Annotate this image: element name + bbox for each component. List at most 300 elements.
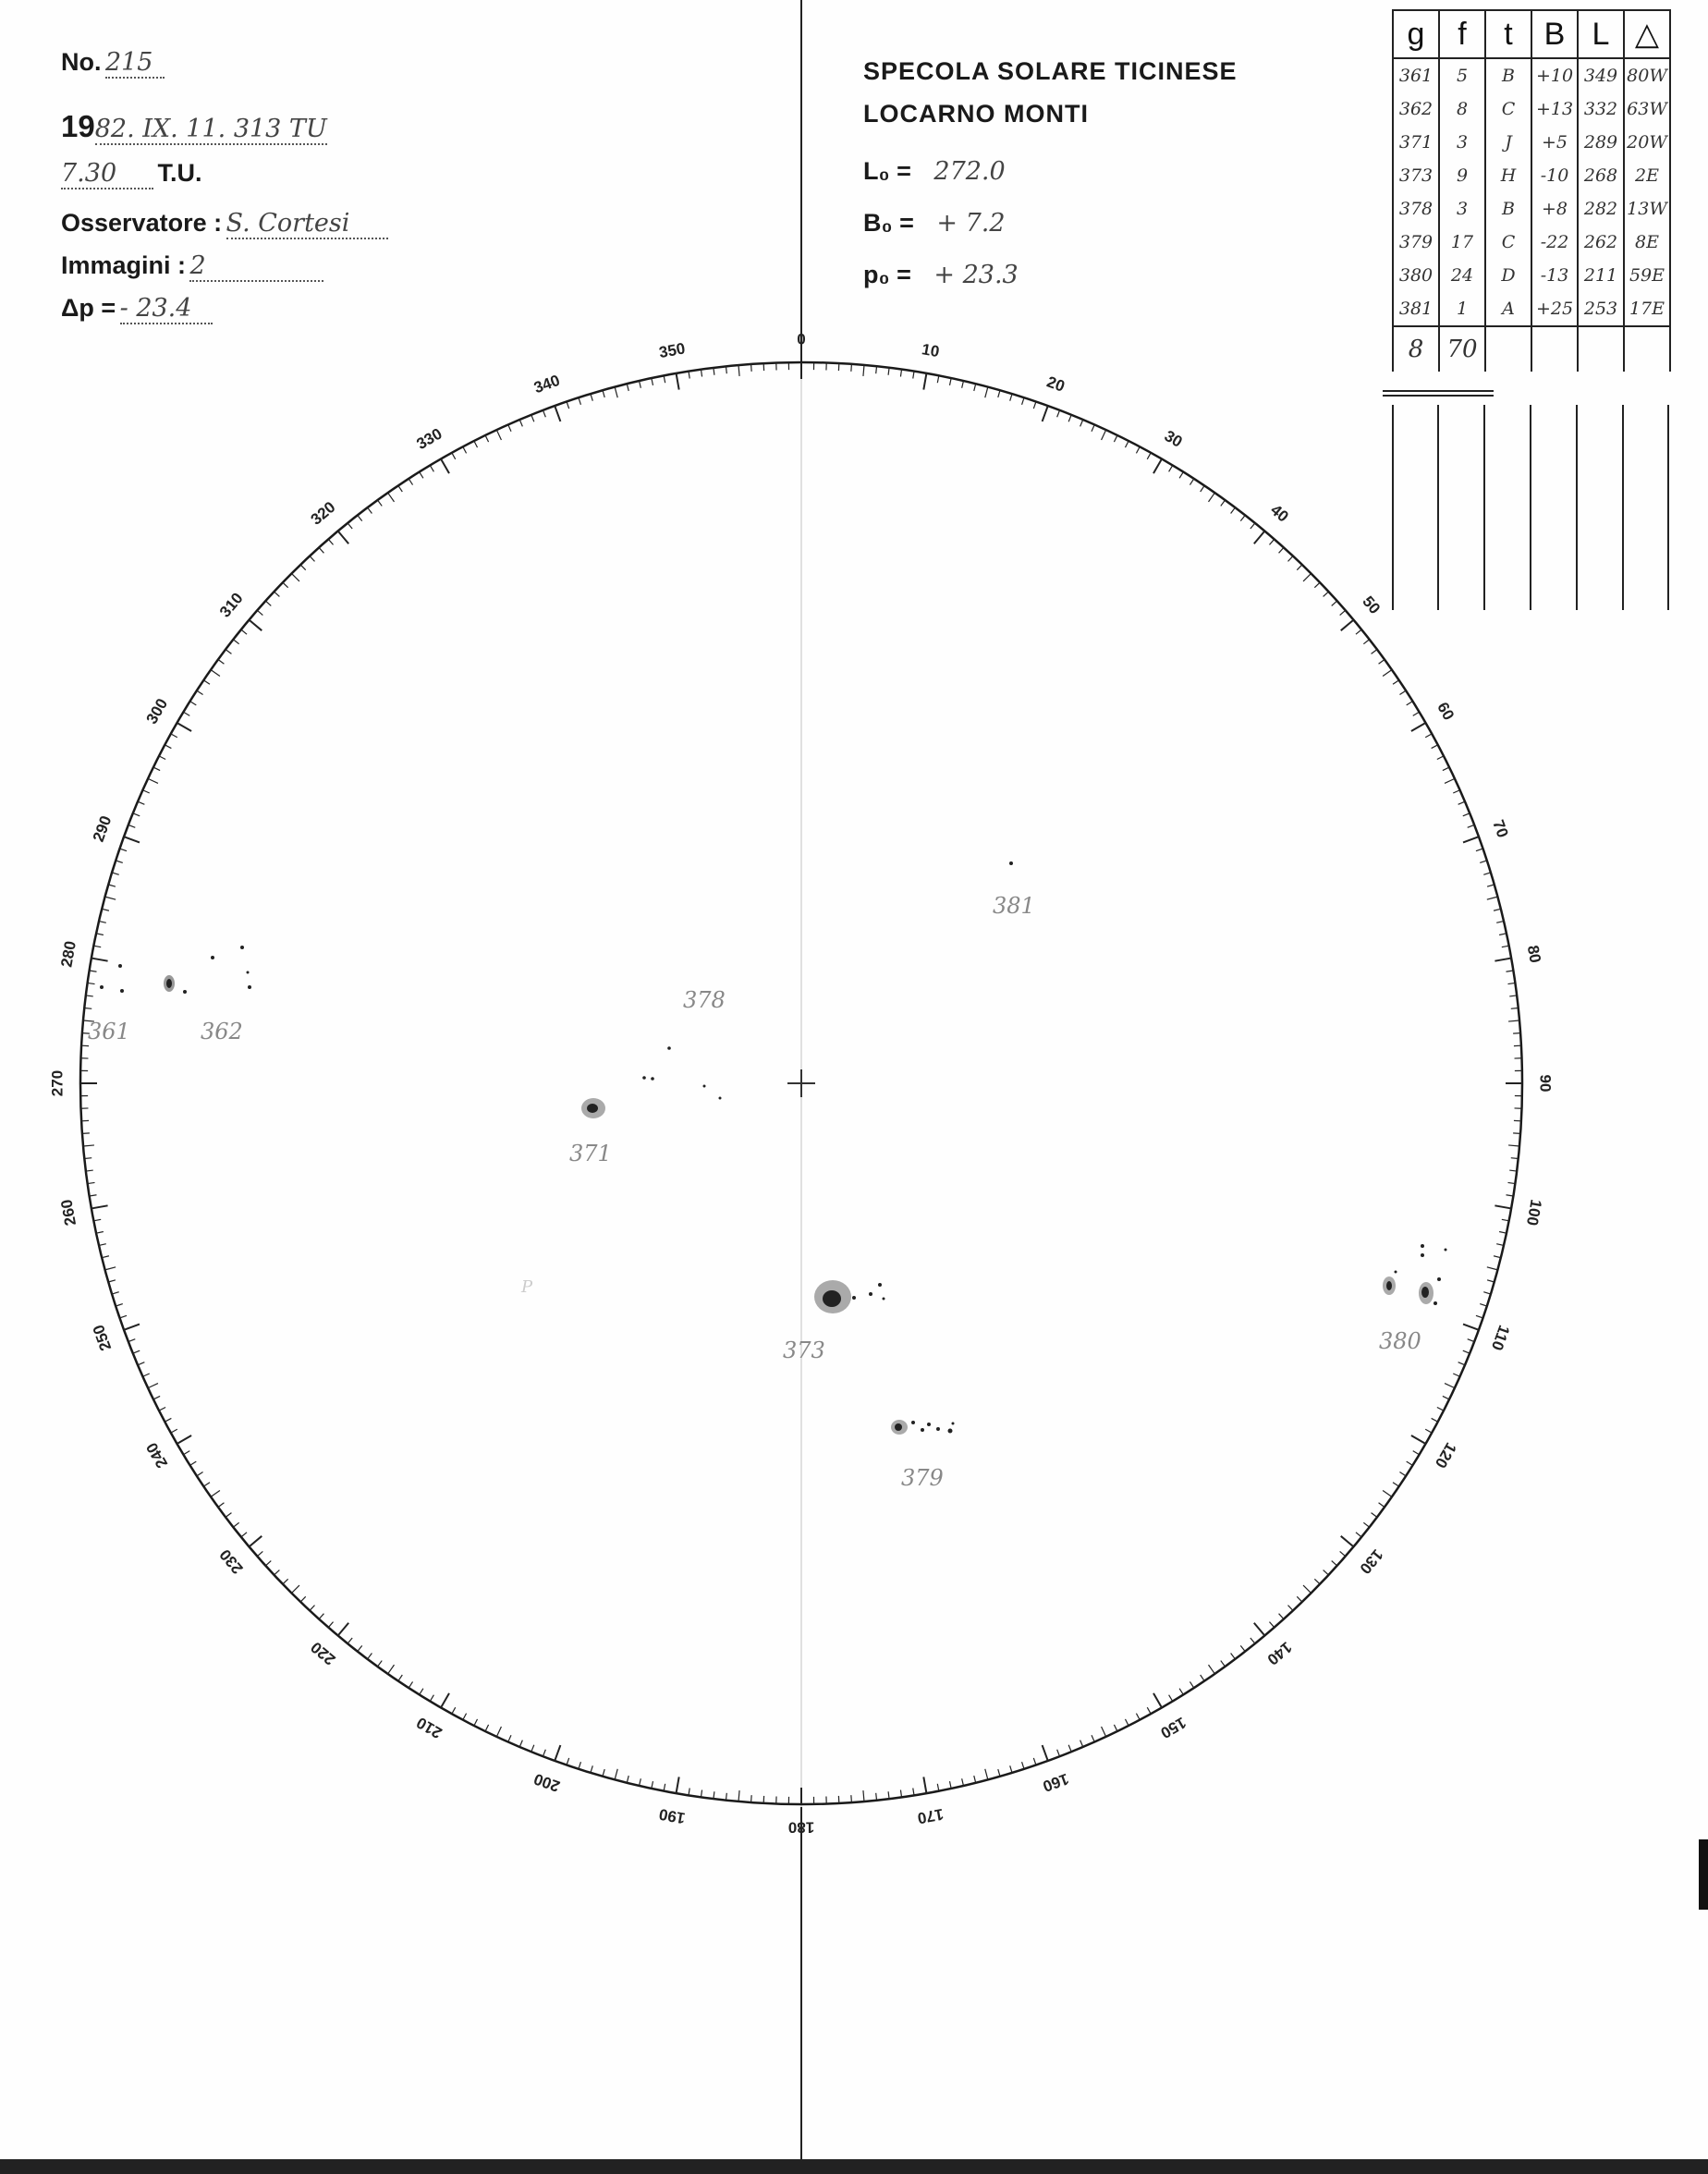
tick-mark bbox=[851, 364, 852, 372]
tick-mark bbox=[1463, 1325, 1479, 1330]
tick-mark bbox=[1399, 1472, 1406, 1475]
tick-mark bbox=[1411, 1435, 1426, 1444]
tick-mark bbox=[1201, 1675, 1204, 1681]
tick-mark bbox=[265, 1561, 271, 1566]
tick-mark bbox=[203, 1483, 210, 1486]
total-groups: 8 bbox=[1393, 326, 1439, 372]
tick-mark bbox=[1476, 849, 1483, 851]
angle-label-100: 100 bbox=[1522, 1198, 1545, 1227]
tick-mark bbox=[1332, 1561, 1337, 1566]
tick-mark bbox=[430, 465, 433, 471]
angle-label-130: 130 bbox=[1356, 1545, 1387, 1578]
tick-mark bbox=[211, 670, 220, 677]
tick-mark bbox=[1201, 485, 1204, 492]
angle-label-350: 350 bbox=[657, 339, 687, 362]
tick-mark bbox=[1507, 1182, 1515, 1183]
tick-mark bbox=[974, 384, 976, 391]
tick-mark bbox=[1250, 1638, 1255, 1643]
l0-label: L₀ = bbox=[863, 157, 911, 185]
cell: 80W bbox=[1624, 58, 1670, 92]
tick-mark bbox=[409, 479, 412, 485]
cell: +5 bbox=[1531, 126, 1578, 159]
tick-mark bbox=[378, 1661, 383, 1667]
col-header-delta: △ bbox=[1624, 10, 1670, 58]
tick-mark bbox=[88, 1182, 95, 1183]
tick-mark bbox=[913, 1788, 914, 1795]
tick-mark bbox=[203, 680, 210, 684]
tick-mark bbox=[937, 1784, 939, 1791]
tick-mark bbox=[142, 1374, 149, 1376]
angle-label-10: 10 bbox=[920, 340, 941, 361]
tick-mark bbox=[108, 1280, 116, 1282]
tick-mark bbox=[165, 1418, 171, 1422]
col-header-L: L bbox=[1578, 10, 1624, 58]
tick-mark bbox=[310, 556, 314, 562]
cell: +10 bbox=[1531, 58, 1578, 92]
cell: 3 bbox=[1439, 192, 1485, 226]
tick-mark bbox=[83, 1145, 94, 1146]
cell: 373 bbox=[1393, 159, 1439, 192]
tick-mark bbox=[1297, 565, 1302, 570]
tick-mark bbox=[1399, 690, 1406, 694]
group-381-spots bbox=[1009, 861, 1013, 865]
tick-mark bbox=[1437, 756, 1444, 760]
tick-mark bbox=[640, 1778, 641, 1786]
tick-mark bbox=[310, 1606, 314, 1611]
group-379-spots bbox=[891, 1420, 955, 1435]
cell: J bbox=[1485, 126, 1531, 159]
cell: 3 bbox=[1439, 126, 1485, 159]
angle-label-60: 60 bbox=[1434, 699, 1458, 724]
tick-mark bbox=[142, 790, 149, 793]
cell: 24 bbox=[1439, 259, 1485, 292]
tick-mark bbox=[1363, 640, 1369, 644]
time-value: 7.30 bbox=[61, 159, 153, 189]
tick-mark bbox=[148, 778, 158, 783]
tick-mark bbox=[485, 435, 489, 442]
tick-mark bbox=[1269, 1622, 1274, 1628]
group-label-361: 361 bbox=[88, 1019, 130, 1044]
tick-mark bbox=[950, 1781, 952, 1789]
tick-mark bbox=[1509, 995, 1517, 996]
cell: C bbox=[1485, 226, 1531, 259]
tick-mark bbox=[1379, 660, 1385, 665]
tick-mark bbox=[338, 531, 349, 544]
tick-mark bbox=[128, 1339, 135, 1342]
tick-mark bbox=[1443, 1396, 1449, 1399]
tick-mark bbox=[249, 1536, 262, 1547]
cell: +25 bbox=[1531, 292, 1578, 326]
angle-label-310: 310 bbox=[215, 589, 247, 621]
tick-mark bbox=[226, 650, 231, 654]
tick-mark bbox=[116, 861, 123, 862]
tick-mark bbox=[591, 394, 592, 401]
cell: 361 bbox=[1393, 58, 1439, 92]
tick-mark bbox=[1125, 441, 1128, 447]
tick-mark bbox=[249, 620, 262, 631]
tick-mark bbox=[86, 1170, 93, 1171]
tick-mark bbox=[1269, 539, 1274, 544]
tick-mark bbox=[1372, 650, 1377, 654]
tick-mark bbox=[664, 375, 665, 383]
tick-mark bbox=[627, 384, 628, 391]
group-371-spots bbox=[581, 1098, 605, 1118]
tick-mark bbox=[1102, 430, 1106, 440]
tick-mark bbox=[241, 1533, 247, 1537]
tick-mark bbox=[1432, 745, 1438, 749]
cell: 362 bbox=[1393, 92, 1439, 126]
tick-mark bbox=[86, 995, 93, 996]
group-373-spots bbox=[814, 1280, 885, 1313]
angle-label-260: 260 bbox=[57, 1198, 80, 1227]
p0-label: p₀ = bbox=[863, 261, 911, 288]
angle-label-190: 190 bbox=[657, 1804, 687, 1827]
tick-mark bbox=[283, 582, 288, 588]
cell: 17 bbox=[1439, 226, 1485, 259]
tick-mark bbox=[388, 493, 395, 502]
tick-mark bbox=[1509, 1170, 1517, 1171]
angle-label-220: 220 bbox=[307, 1638, 339, 1669]
tick-mark bbox=[153, 1396, 160, 1399]
angle-label-110: 110 bbox=[1487, 1323, 1514, 1353]
b0-value: + 7.2 bbox=[936, 209, 1006, 238]
angle-label-320: 320 bbox=[307, 497, 339, 529]
tick-mark bbox=[485, 1725, 489, 1731]
tick-mark bbox=[1476, 1315, 1483, 1318]
cell: 371 bbox=[1393, 126, 1439, 159]
angle-label-150: 150 bbox=[1157, 1713, 1190, 1742]
tick-mark bbox=[265, 601, 271, 605]
tick-mark bbox=[998, 390, 1000, 397]
l0-value: 272.0 bbox=[933, 157, 1006, 186]
tick-mark bbox=[1341, 1536, 1354, 1547]
tick-mark bbox=[99, 922, 106, 923]
tick-mark bbox=[1508, 1145, 1519, 1146]
group-label-380: 380 bbox=[1379, 1328, 1421, 1354]
tick-mark bbox=[1407, 702, 1413, 705]
angle-label-230: 230 bbox=[215, 1545, 247, 1578]
angle-label-40: 40 bbox=[1267, 500, 1292, 526]
tick-mark bbox=[677, 1777, 679, 1793]
tick-mark bbox=[1483, 873, 1491, 874]
tick-mark bbox=[1407, 1461, 1413, 1465]
tick-mark bbox=[652, 378, 653, 385]
angle-label-330: 330 bbox=[413, 424, 445, 454]
cell: 17E bbox=[1624, 292, 1670, 326]
tick-mark bbox=[1250, 523, 1255, 529]
tick-mark bbox=[218, 1503, 224, 1508]
cell: B bbox=[1485, 58, 1531, 92]
cell: A bbox=[1485, 292, 1531, 326]
tick-mark bbox=[519, 1740, 522, 1747]
angle-label-280: 280 bbox=[57, 939, 80, 969]
angle-label-250: 250 bbox=[89, 1322, 116, 1353]
tick-mark bbox=[1445, 1384, 1455, 1388]
tick-mark bbox=[124, 1325, 140, 1330]
tick-mark bbox=[1314, 582, 1320, 588]
tick-mark bbox=[1240, 1645, 1245, 1651]
tick-mark bbox=[1468, 824, 1474, 827]
cell: 262 bbox=[1578, 226, 1624, 259]
tick-mark bbox=[1458, 801, 1465, 804]
tick-mark bbox=[652, 1781, 653, 1789]
tick-mark bbox=[197, 690, 203, 694]
tick-mark bbox=[1324, 1570, 1329, 1575]
tick-mark bbox=[102, 1256, 109, 1258]
tick-mark bbox=[701, 370, 702, 377]
tick-mark bbox=[1487, 1280, 1494, 1282]
tick-mark bbox=[677, 373, 679, 390]
tick-mark bbox=[913, 372, 914, 379]
tick-mark bbox=[452, 1707, 456, 1714]
tick-mark bbox=[105, 1267, 116, 1270]
cell: C bbox=[1485, 92, 1531, 126]
time-unit: T.U. bbox=[157, 159, 202, 187]
tick-mark bbox=[319, 547, 323, 553]
no-value: 215 bbox=[105, 48, 165, 79]
tick-mark bbox=[165, 745, 171, 749]
tick-mark bbox=[950, 378, 952, 385]
angle-label-170: 170 bbox=[916, 1804, 946, 1827]
tick-mark bbox=[1221, 1661, 1226, 1667]
tick-mark bbox=[190, 702, 197, 705]
tick-mark bbox=[241, 629, 247, 634]
tick-mark bbox=[531, 1745, 534, 1752]
tick-mark bbox=[1453, 790, 1459, 793]
tick-mark bbox=[962, 1778, 964, 1786]
tick-mark bbox=[1179, 1689, 1183, 1695]
tick-mark bbox=[1432, 1418, 1438, 1422]
tick-mark bbox=[1068, 1745, 1071, 1752]
tick-mark bbox=[1179, 472, 1183, 479]
tick-mark bbox=[1372, 1513, 1377, 1518]
tick-mark bbox=[291, 1585, 299, 1593]
tick-mark bbox=[579, 1762, 580, 1769]
tick-mark bbox=[92, 959, 108, 961]
tick-mark bbox=[1341, 620, 1354, 631]
tick-mark bbox=[1487, 885, 1494, 886]
tick-mark bbox=[1502, 946, 1509, 947]
tick-mark bbox=[92, 1205, 108, 1208]
group-label-371: 371 bbox=[569, 1141, 612, 1166]
tick-mark bbox=[328, 539, 333, 544]
tick-mark bbox=[274, 592, 280, 596]
angle-label-200: 200 bbox=[531, 1769, 563, 1796]
cell: 381 bbox=[1393, 292, 1439, 326]
tick-mark bbox=[1209, 493, 1215, 502]
tick-mark bbox=[1425, 734, 1432, 738]
observatory-line1: SPECOLA SOLARE TICINESE bbox=[863, 57, 1238, 85]
tick-mark bbox=[133, 1350, 140, 1353]
tick-mark bbox=[1010, 394, 1012, 401]
tick-mark bbox=[1445, 778, 1455, 783]
tick-mark bbox=[664, 1784, 665, 1791]
tick-mark bbox=[171, 734, 177, 738]
tick-mark bbox=[441, 459, 449, 474]
tick-mark bbox=[1231, 507, 1236, 513]
tick-mark bbox=[102, 909, 109, 910]
tick-mark bbox=[133, 813, 140, 816]
tick-mark bbox=[876, 1793, 877, 1801]
dp-label: Δp = bbox=[61, 294, 116, 322]
scan-edge-dark bbox=[1699, 1839, 1708, 1910]
observer-label: Osservatore : bbox=[61, 209, 223, 237]
tick-mark bbox=[555, 406, 560, 421]
tick-mark bbox=[300, 1596, 306, 1602]
tick-mark bbox=[409, 1681, 412, 1688]
tick-mark bbox=[291, 573, 299, 580]
tick-mark bbox=[190, 1461, 197, 1465]
tick-mark bbox=[985, 387, 988, 398]
tick-mark bbox=[1254, 1623, 1265, 1636]
tick-mark bbox=[1068, 415, 1071, 421]
tick-mark bbox=[508, 1735, 511, 1741]
cell: B bbox=[1485, 192, 1531, 226]
angle-label-270: 270 bbox=[48, 1069, 67, 1097]
tick-mark bbox=[368, 1654, 372, 1659]
cell: 378 bbox=[1393, 192, 1439, 226]
tick-mark bbox=[300, 565, 306, 570]
tick-mark bbox=[1443, 767, 1449, 771]
tick-mark bbox=[452, 453, 456, 459]
observatory-line2: LOCARNO MONTI bbox=[863, 100, 1089, 128]
tick-mark bbox=[751, 364, 752, 372]
cell: +13 bbox=[1531, 92, 1578, 126]
col-header-B: B bbox=[1531, 10, 1578, 58]
angle-label-20: 20 bbox=[1044, 373, 1068, 396]
tick-mark bbox=[863, 1790, 864, 1801]
tick-mark bbox=[543, 1750, 545, 1756]
cell: 8E bbox=[1624, 226, 1670, 259]
tick-mark bbox=[420, 472, 423, 479]
tick-mark bbox=[1254, 531, 1265, 544]
tick-mark bbox=[1033, 401, 1036, 409]
tick-mark bbox=[430, 1695, 433, 1702]
angle-label-140: 140 bbox=[1263, 1638, 1296, 1669]
tick-mark bbox=[218, 660, 224, 665]
tick-mark bbox=[923, 1777, 926, 1793]
cell: 1 bbox=[1439, 292, 1485, 326]
tick-mark bbox=[1487, 1267, 1498, 1270]
tick-mark bbox=[543, 410, 545, 417]
tick-mark bbox=[1125, 1719, 1128, 1726]
tick-mark bbox=[615, 387, 617, 398]
tick-mark bbox=[1494, 909, 1501, 910]
tick-mark bbox=[358, 515, 362, 520]
tick-mark bbox=[998, 1769, 1000, 1777]
tick-mark bbox=[1508, 1020, 1519, 1021]
tick-mark bbox=[388, 1665, 395, 1674]
tick-mark bbox=[937, 375, 939, 383]
tick-mark bbox=[1102, 1727, 1106, 1737]
cell: 63W bbox=[1624, 92, 1670, 126]
tick-mark bbox=[1494, 959, 1511, 961]
tick-mark bbox=[1496, 1244, 1504, 1246]
tick-mark bbox=[1340, 610, 1346, 615]
scan-edge-bottom bbox=[0, 2159, 1708, 2174]
group-label-381: 381 bbox=[993, 893, 1035, 919]
tick-mark bbox=[1463, 813, 1470, 816]
angle-label-340: 340 bbox=[531, 371, 563, 397]
tick-mark bbox=[1437, 1407, 1444, 1411]
dp-value: - 23.4 bbox=[120, 294, 213, 324]
tick-mark bbox=[211, 1491, 220, 1497]
cell: 8 bbox=[1439, 92, 1485, 126]
tick-mark bbox=[257, 1551, 262, 1556]
tick-mark bbox=[985, 1769, 988, 1780]
tick-mark bbox=[1022, 1762, 1024, 1769]
date-value: 82. IX. 11. 313 TU bbox=[94, 115, 327, 143]
tick-mark bbox=[328, 1622, 333, 1628]
tick-mark bbox=[138, 801, 144, 804]
tick-mark bbox=[153, 767, 160, 771]
tick-mark bbox=[233, 640, 238, 644]
angle-label-0: 0 bbox=[797, 330, 806, 348]
group-label-362: 362 bbox=[201, 1019, 243, 1044]
total-spots: 70 bbox=[1439, 326, 1485, 372]
cell: H bbox=[1485, 159, 1531, 192]
cell: D bbox=[1485, 259, 1531, 292]
tick-mark bbox=[398, 485, 402, 492]
tick-mark bbox=[183, 712, 189, 715]
tick-mark bbox=[171, 1429, 177, 1433]
angle-label-90: 90 bbox=[1536, 1074, 1555, 1093]
group-378-spots bbox=[642, 1046, 721, 1099]
tick-mark bbox=[1363, 1522, 1369, 1527]
tick-mark bbox=[420, 1689, 423, 1695]
tick-mark bbox=[615, 1769, 617, 1780]
tick-mark bbox=[1279, 547, 1284, 553]
cell: 268 bbox=[1578, 159, 1624, 192]
tick-mark bbox=[701, 1789, 702, 1797]
tick-mark bbox=[1147, 453, 1151, 459]
group-label-378: 378 bbox=[683, 987, 726, 1013]
tick-mark bbox=[1240, 515, 1245, 520]
tick-mark bbox=[319, 1614, 323, 1619]
tick-mark bbox=[1425, 1429, 1432, 1433]
tick-mark bbox=[519, 420, 522, 426]
tick-mark bbox=[112, 1292, 119, 1294]
tick-mark bbox=[567, 1758, 569, 1765]
angle-label-70: 70 bbox=[1489, 817, 1512, 840]
tick-mark bbox=[1356, 629, 1361, 634]
tick-mark bbox=[738, 1790, 739, 1801]
group-362-spots bbox=[164, 946, 251, 994]
tick-mark bbox=[1499, 934, 1507, 935]
tick-mark bbox=[1483, 1292, 1491, 1294]
tick-mark bbox=[1383, 670, 1392, 677]
cell: 59E bbox=[1624, 259, 1670, 292]
tick-mark bbox=[1114, 1725, 1117, 1731]
tick-mark bbox=[116, 1304, 123, 1306]
tick-mark bbox=[923, 373, 926, 390]
tick-mark bbox=[1453, 1374, 1459, 1376]
tick-mark bbox=[591, 1765, 592, 1773]
col-header-f: f bbox=[1439, 10, 1485, 58]
images-label: Immagini : bbox=[61, 251, 187, 279]
tick-mark bbox=[1303, 573, 1311, 580]
tick-mark bbox=[474, 441, 478, 447]
tick-mark bbox=[90, 1195, 97, 1196]
tick-mark bbox=[1231, 1654, 1236, 1659]
tick-mark bbox=[1092, 424, 1094, 431]
tick-mark bbox=[1458, 1362, 1465, 1365]
tick-mark bbox=[962, 381, 964, 388]
tick-mark bbox=[105, 897, 116, 899]
cell: 379 bbox=[1393, 226, 1439, 259]
tick-mark bbox=[579, 397, 580, 405]
tick-mark bbox=[1043, 1745, 1048, 1761]
